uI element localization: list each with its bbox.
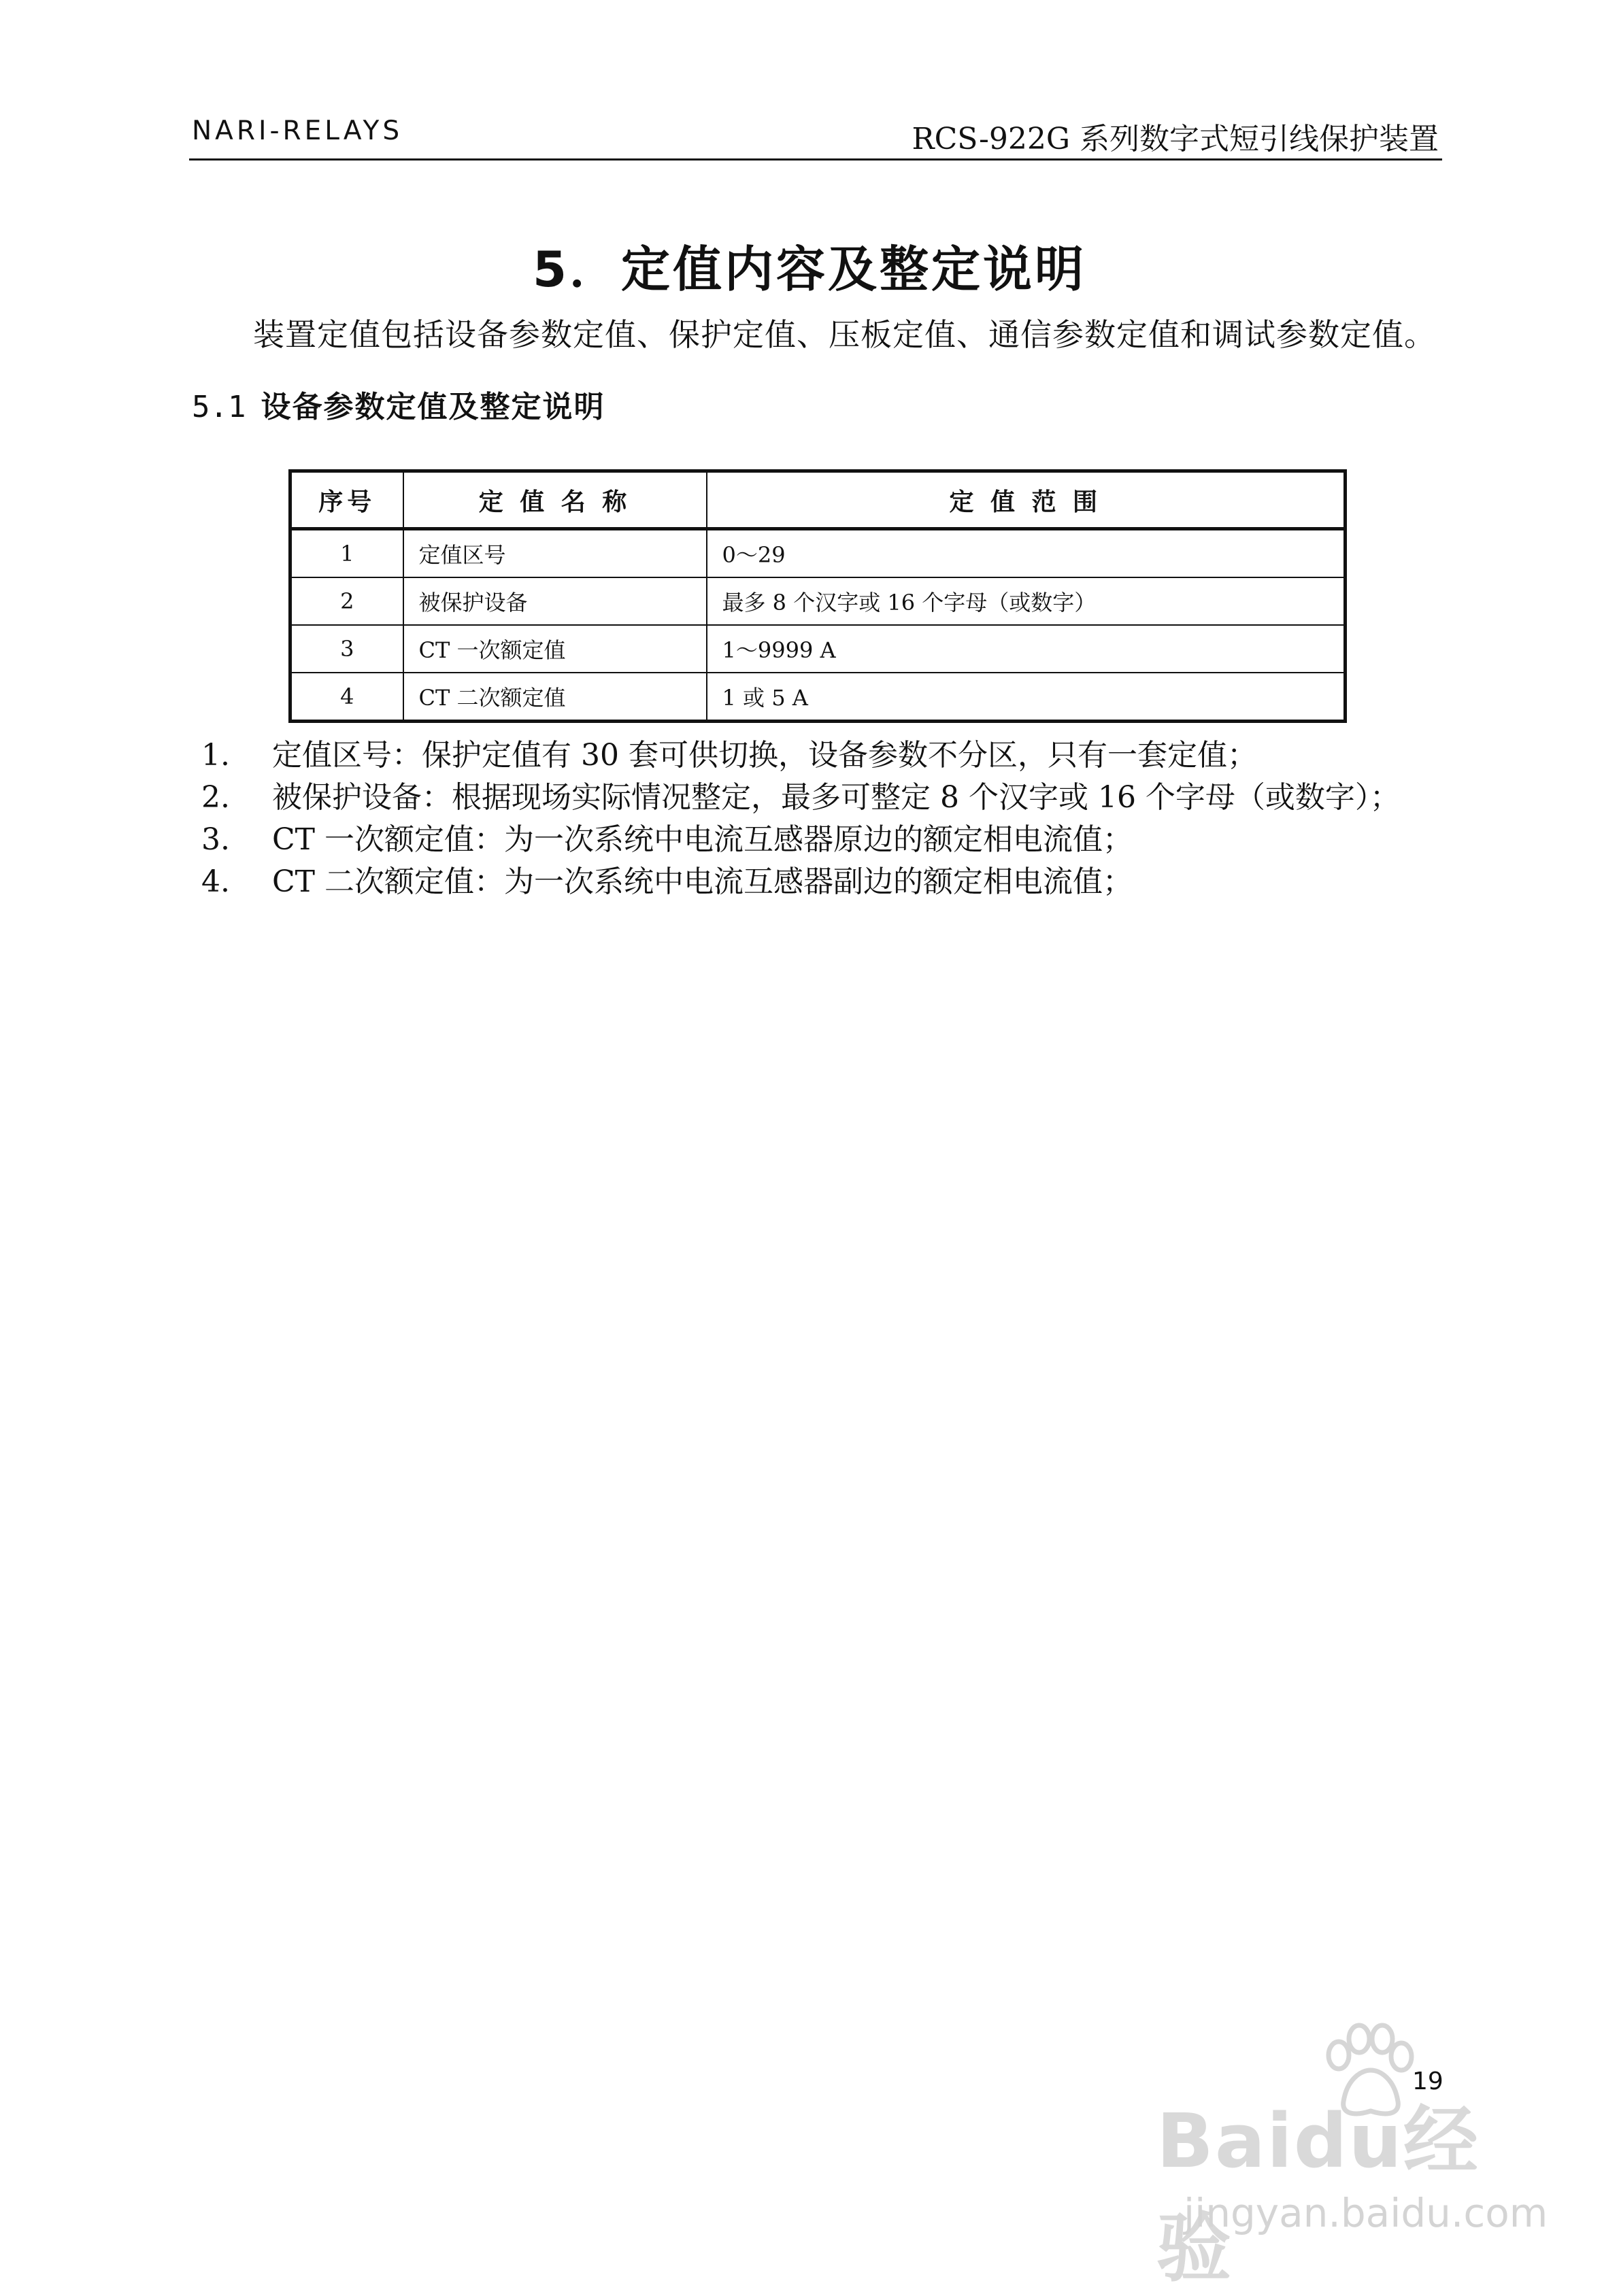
cell-seq: 1 [290,529,403,578]
table-row [290,577,1346,625]
section-number: 5.1 [192,390,246,424]
table-row [290,673,1346,722]
column-header-seq: 序号 [290,471,403,529]
cell-range: 1～9999 A [707,625,1346,673]
notes-list [201,735,1446,903]
table-header-row [290,471,1346,529]
list-item [201,777,1446,819]
cell-range: 最多 8 个汉字或 16 个字母（或数字） [707,577,1346,625]
watermark-brand: Baidu经验 [1156,2097,1480,2292]
section-title: 设备参数定值及整定说明 [261,390,605,424]
cell-name: CT 一次额定值 [403,625,707,673]
list-item-text: CT 二次额定值：为一次系统中电流互感器副边的额定相电流值； [272,864,1133,899]
cell-seq: 4 [290,673,403,722]
table-row [290,529,1346,578]
cell-name: 定值区号 [403,529,707,578]
baidu-watermark [1156,2067,1548,2292]
header-rule [189,158,1442,161]
cell-name: CT 二次额定值 [403,673,707,722]
running-header-right: RCS-922G 系列数字式短引线保护装置 [912,122,1439,156]
column-header-range: 定 值 范 围 [707,471,1346,529]
cell-range: 1 或 5 A [707,673,1346,722]
cell-range: 0～29 [707,529,1346,578]
list-item-text: 定值区号：保护定值有 30 套可供切换，设备参数不分区，只有一套定值； [272,738,1257,773]
list-item-number: 2. [201,780,230,815]
cell-seq: 2 [290,577,403,625]
chapter-title: 5．定值内容及整定说明 [532,241,1087,298]
list-item [201,819,1446,861]
column-header-name: 定 值 名 称 [403,471,707,529]
cell-name: 被保护设备 [403,577,707,625]
list-item-number: 3. [201,822,230,857]
list-item [201,861,1446,903]
running-header-left: NARI-RELAYS [192,116,403,146]
cell-seq: 3 [290,625,403,673]
page-number: 19 [1412,2067,1443,2095]
list-item [201,735,1446,777]
chapter-intro: 装置定值包括设备参数定值、保护定值、压板定值、通信参数定值和调试参数定值。 [253,316,1436,353]
list-item-text: CT 一次额定值：为一次系统中电流互感器原边的额定相电流值； [272,822,1133,857]
list-item-number: 4. [201,864,230,899]
list-item-text: 被保护设备：根据现场实际情况整定，最多可整定 8 个汉字或 16 个字母（或数字）； [272,780,1400,815]
list-item-number: 1. [201,738,230,773]
table-row [290,625,1346,673]
watermark-url: jingyan.baidu.com [1184,2190,1548,2236]
parameter-table [288,469,1347,723]
section-heading [192,382,605,426]
